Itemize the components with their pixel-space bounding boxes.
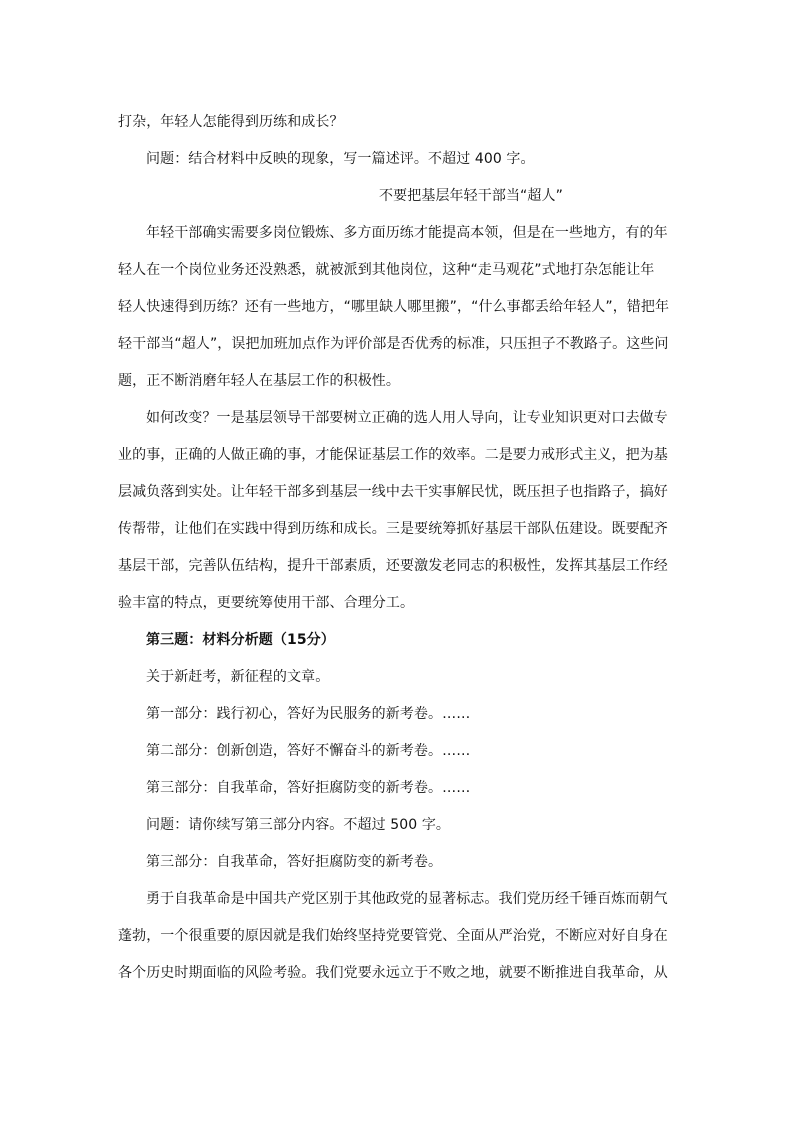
- text-line: 如何改变？一是基层领导干部要树立正确的选人用人导向，让专业知识更对口去做专: [146, 410, 668, 426]
- text-line: 年轻干部确实需要多岗位锻炼、多方面历练才能提高本领，但是在一些地方，有的年: [146, 225, 668, 241]
- text-line: 验丰富的特点，更要统筹使用干部、合理分工。: [118, 595, 415, 611]
- text-line: 轻干部当“超人”，误把加班加点作为评价部是否优秀的标准，只压担子不教路子。这些问: [118, 336, 669, 352]
- question-line: 问题：请你续写第三部分内容。不超过 500 字。: [146, 817, 451, 833]
- text-line: 第三部分：自我革命，答好拒腐防变的新考卷。: [146, 854, 443, 870]
- text-line: 各个历史时期面临的风险考验。我们党要永远立于不败之地，就要不断推进自我革命，从: [118, 965, 668, 981]
- text-line: 业的事，正确的人做正确的事，才能保证基层工作的效率。二是要力戒形式主义，把为基: [118, 447, 668, 463]
- text-line: 层减负落到实处。让年轻干部多到基层一线中去干实事解民忧，既压担子也指路子，搞好: [118, 484, 668, 500]
- text-line: 蓬勃，一个很重要的原因就是我们始终坚持党要管党、全面从严治党，不断应对好自身在: [118, 928, 668, 944]
- text-line: 关于新赶考，新征程的文章。: [146, 669, 330, 685]
- text-line: 轻人快速得到历练？还有一些地方，“哪里缺人哪里搬”，“什么事都丢给年轻人”，错把年: [118, 299, 670, 315]
- text-line: 打杂，年轻人怎能得到历练和成长？: [118, 114, 344, 130]
- question-line: 问题：结合材料中反映的现象，写一篇述评。不超过 400 字。: [146, 151, 535, 167]
- text-line: 勇于自我革命是中国共产党区别于其他政党的显著标志。我们党历经千锤百炼而朝气: [146, 891, 668, 907]
- text-line: 传帮带，让他们在实践中得到历练和成长。三是要统筹抓好基层干部队伍建设。既要配齐: [118, 521, 668, 537]
- section-heading: 第三题：材料分析题（15分）: [146, 632, 335, 648]
- text-line: 第二部分：创新创造，答好不懈奋斗的新考卷。……: [146, 743, 471, 759]
- text-line: 轻人在一个岗位业务还没熟悉，就被派到其他岗位，这种“走马观花”式地打杂怎能让年: [118, 262, 655, 278]
- text-line: 题，正不断消磨年轻人在基层工作的积极性。: [118, 373, 400, 389]
- text-line: 基层干部，完善队伍结构，提升干部素质，还要激发老同志的积极性，发挥其基层工作经: [118, 558, 668, 574]
- text-line: 第一部分：践行初心，答好为民服务的新考卷。……: [146, 706, 471, 722]
- essay-title: 不要把基层年轻干部当“超人”: [379, 188, 563, 204]
- text-line: 第三部分：自我革命，答好拒腐防变的新考卷。……: [146, 780, 471, 796]
- document-body: [118, 104, 678, 992]
